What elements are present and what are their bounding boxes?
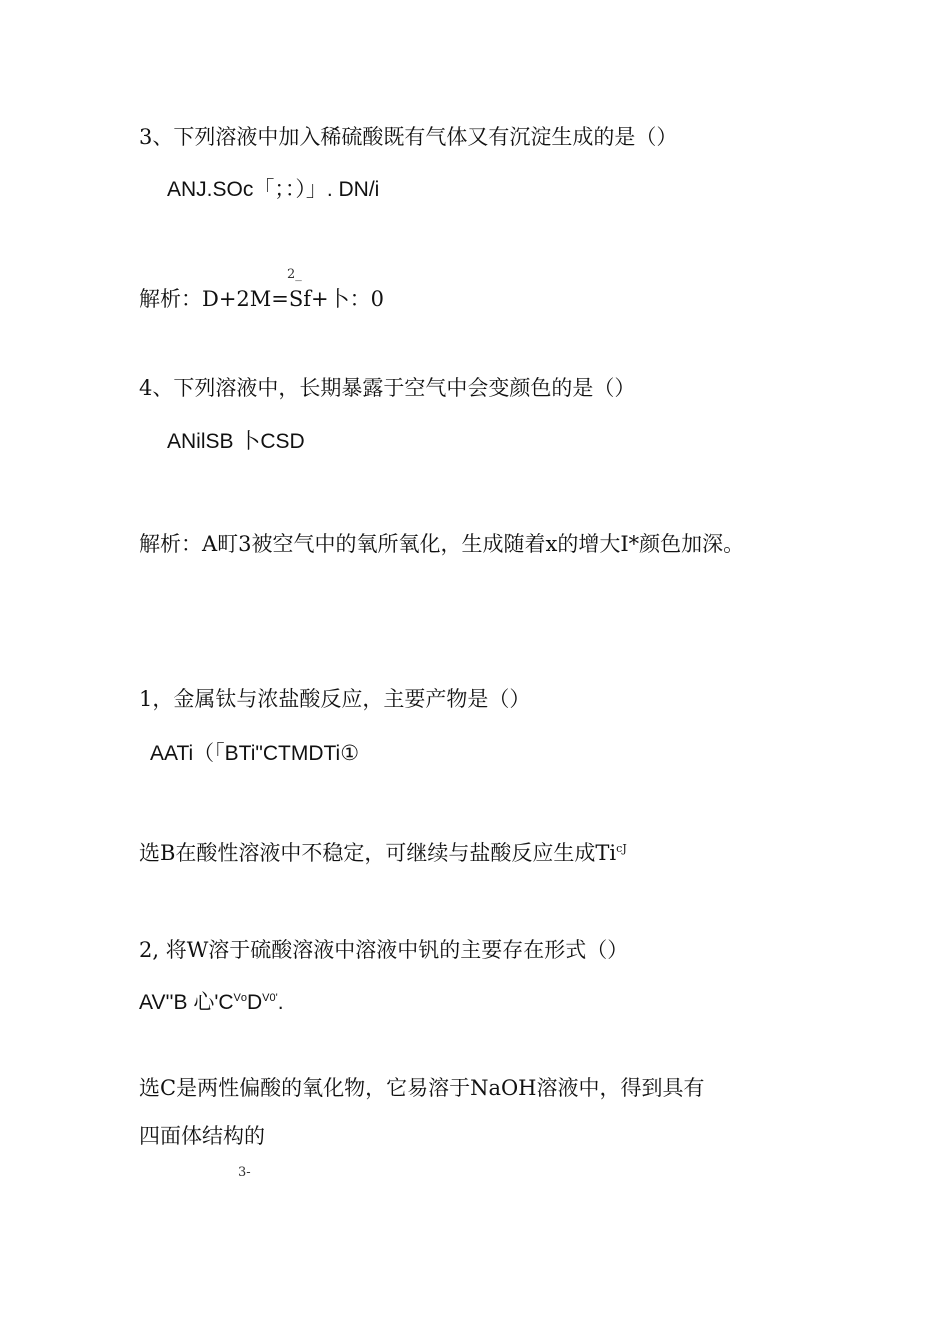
p2-options-end: .: [277, 991, 284, 1014]
q3-analysis: 解析：D+2M=Sf+卜：0: [139, 287, 385, 311]
p1-answer-sup: cJ: [616, 842, 627, 855]
p2-options-d: D: [246, 991, 263, 1014]
p2-answer-line1: 选C是两性偏酸的氧化物，它易溶于NaOH溶液中，得到具有: [139, 1076, 705, 1100]
p1-stem: 1，金属钛与浓盐酸反应，主要产物是（）: [139, 687, 531, 711]
q3-options: ANJ.SOc「；：）」. DN/i: [167, 178, 380, 201]
p2-stem: 2, 将W溶于硫酸溶液中溶液中钒的主要存在形式（）: [139, 938, 629, 962]
p2-options: [139, 992, 284, 1013]
p2-answer-line2: 四面体结构的: [139, 1124, 265, 1148]
p1-answer: [139, 843, 627, 864]
p1-answer-text: 选B在酸性溶液中不稳定，可继续与盐酸反应生成Ti: [139, 841, 617, 865]
q3-superscript: 2_: [287, 267, 302, 282]
q4-stem: 4、下列溶液中，长期暴露于空气中会变颜色的是（）: [139, 376, 636, 400]
q3-stem: 3、下列溶液中加入稀硫酸既有气体又有沉淀生成的是（）: [139, 125, 678, 149]
p2-options-sup1: V: [233, 992, 241, 1004]
p2-options-a: AV''B 心'C: [139, 991, 234, 1014]
q4-options: ANilSB 卜CSD: [167, 430, 305, 453]
p2-footnote: 3-: [238, 1165, 251, 1180]
p2-options-o: o: [240, 992, 247, 1004]
p1-options: AATi（「BTi"CTMDTi①: [150, 742, 360, 765]
q4-analysis: 解析：A町3被空气中的氧所氧化，生成随着x的增大I*颜色加深。: [139, 532, 745, 556]
p2-options-sup2: V0': [262, 992, 278, 1004]
